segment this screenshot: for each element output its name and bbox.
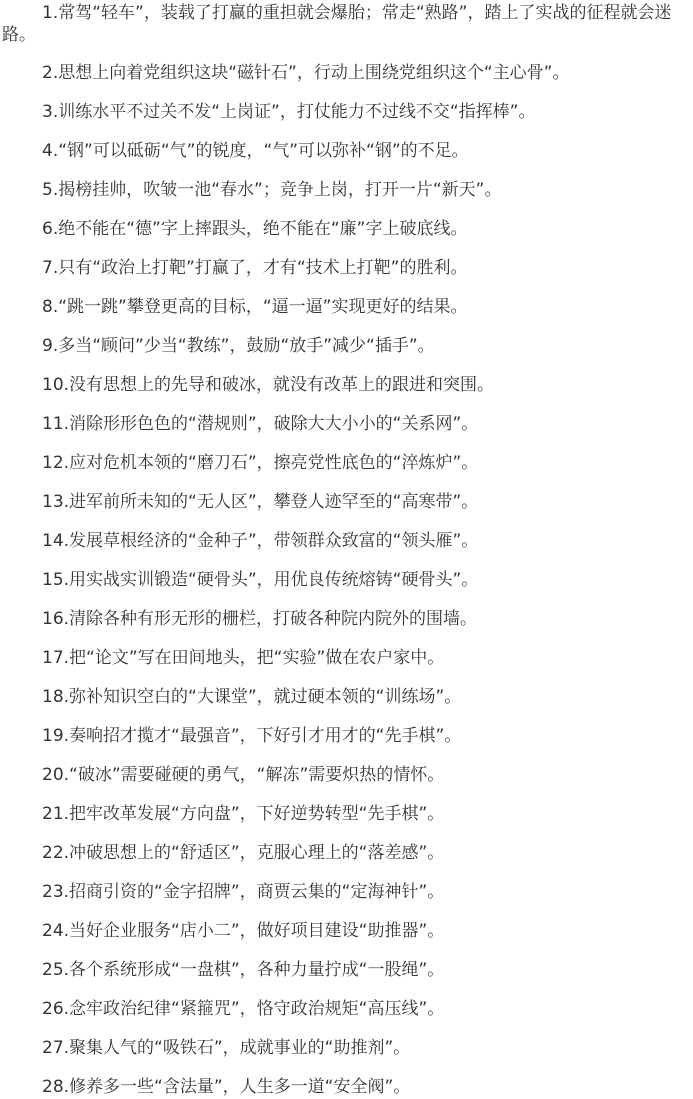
paragraph-10: 10.没有思想上的先导和破冰，就没有改革上的跟进和突围。 <box>42 375 495 395</box>
paragraph-28: 28.修养多一些“含法量”，人生多一道“安全阀”。 <box>42 1077 411 1097</box>
paragraph-12: 12.应对危机本领的“磨刀石”，擦亮党性底色的“淬炼炉”。 <box>42 453 479 473</box>
paragraph-27: 27.聚集人气的“吸铁石”，成就事业的“助推剂”。 <box>42 1038 411 1058</box>
paragraph-25: 25.各个系统形成“一盘棋”，各种力量拧成“一股绳”。 <box>42 960 445 980</box>
paragraph-13: 13.进军前所未知的“无人区”，攀登人迹罕至的“高寒带”。 <box>42 492 479 512</box>
paragraph-16: 16.清除各种有形无形的栅栏，打破各种院内院外的围墙。 <box>42 609 478 629</box>
paragraph-11: 11.消除形形色色的“潜规则”，破除大大小小的“关系网”。 <box>42 414 479 434</box>
paragraph-7: 7.只有“政治上打靶”打赢了，才有“技术上打靶”的胜利。 <box>42 258 468 278</box>
paragraph-17: 17.把“论文”写在田间地头，把“实验”做在农户家中。 <box>42 648 445 668</box>
paragraph-6: 6.绝不能在“德”字上摔跟头，绝不能在“廉”字上破底线。 <box>42 219 468 239</box>
paragraph-1: 1.常驾“轻车”，装载了打赢的重担就会爆胎；常走“熟路”，踏上了实战的征程就会迷路。 <box>2 3 672 45</box>
paragraph-26: 26.念牢政治纪律“紧箍咒”，恪守政治规矩“高压线”。 <box>42 999 445 1019</box>
paragraph-4: 4.“钢”可以砥砺“气”的锐度，“气”可以弥补“钢”的不足。 <box>42 141 469 161</box>
paragraph-2: 2.思想上向着党组织这块“磁针石”，行动上围绕党组织这个“主心骨”。 <box>42 63 570 83</box>
paragraph-9: 9.多当“顾问”少当“教练”，鼓励“放手”减少“插手”。 <box>42 336 435 356</box>
paragraph-19: 19.奏响招才揽才“最强音”，下好引才用才的“先手棋”。 <box>42 726 462 746</box>
paragraph-5: 5.揭榜挂帅，吹皱一池“春水”；竞争上岗，打开一片“新天”。 <box>42 180 502 200</box>
paragraph-14: 14.发展草根经济的“金种子”，带领群众致富的“领头雁”。 <box>42 531 479 551</box>
paragraph-3: 3.训练水平不过关不发“上岗证”，打仗能力不过线不交“指挥棒”。 <box>42 102 536 122</box>
paragraph-23: 23.招商引资的“金字招牌”，商贾云集的“定海神针”。 <box>42 882 445 902</box>
paragraph-20: 20.“破冰”需要碰硬的勇气，“解冻”需要炽热的情怀。 <box>42 765 445 785</box>
paragraph-18: 18.弥补知识空白的“大课堂”，就过硬本领的“训练场”。 <box>42 687 462 707</box>
paragraph-22: 22.冲破思想上的“舒适区”，克服心理上的“落差感”。 <box>42 843 445 863</box>
paragraph-21: 21.把牢改革发展“方向盘”，下好逆势转型“先手棋”。 <box>42 804 445 824</box>
paragraph-8: 8.“跳一跳”攀登更高的目标，“逼一逼”实现更好的结果。 <box>42 297 468 317</box>
paragraph-24: 24.当好企业服务“店小二”，做好项目建设“助推器”。 <box>42 921 445 941</box>
paragraph-15: 15.用实战实训锻造“硬骨头”，用优良传统熔铸“硬骨头”。 <box>42 570 479 590</box>
